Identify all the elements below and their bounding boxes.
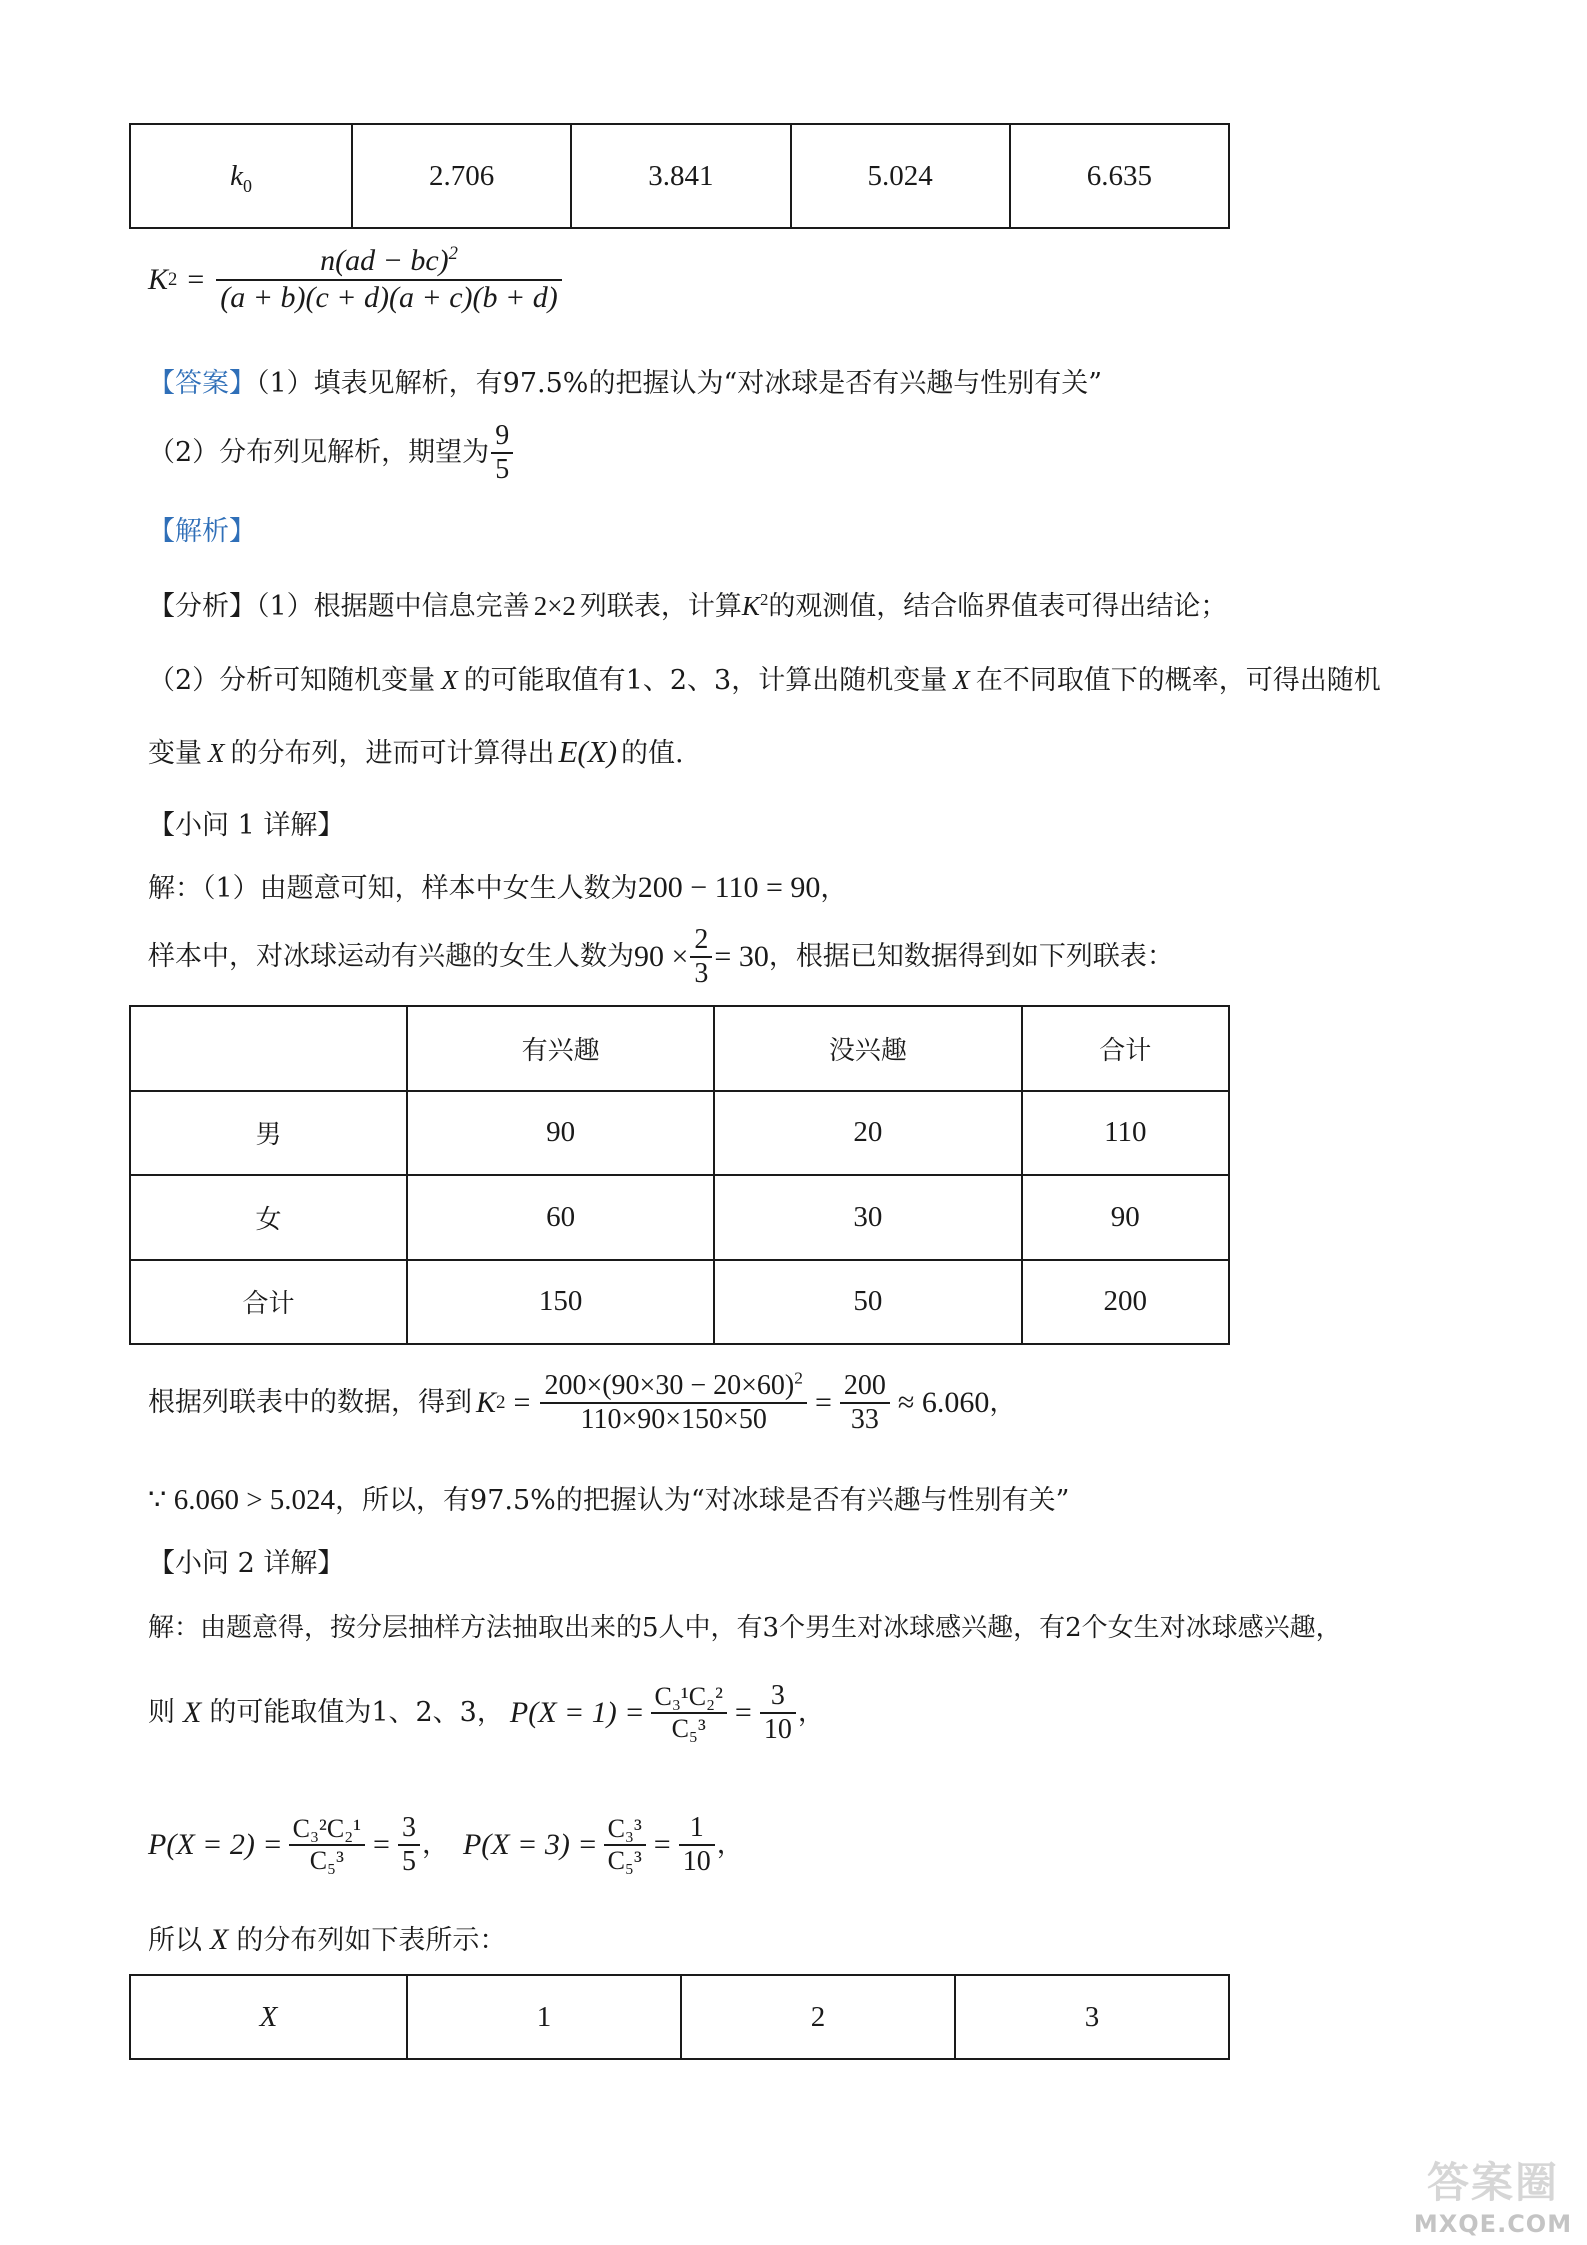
answer-line-1: [148, 364, 1102, 404]
probability-lhs: P(X = 3) =: [462, 1828, 598, 1862]
fraction-numerator: 200: [840, 1370, 890, 1404]
q1-text: 根据列联表中的数据，得到: [148, 1387, 472, 1419]
x-variable: X: [259, 2000, 278, 2033]
analysis-tag: 【解析】: [148, 516, 256, 547]
table-cell: 90: [407, 1091, 714, 1176]
q2-line-1: 解：由题意得，按分层抽样方法抽取出来的5人中，有3个男生对冰球感兴趣，有2个女生对冰球感兴趣，: [148, 1613, 1342, 1643]
expectation-fraction: [491, 420, 513, 486]
probability-result: [679, 1812, 715, 1878]
table-row-label: 合计: [130, 1260, 407, 1345]
k2-calc-fraction: [540, 1370, 807, 1436]
table-cell: 110: [1022, 1091, 1229, 1176]
k2-formula: K 2 = $\frac{n(ad - bc)^2}{(a + b)(c + d)(a + c)(b + d)}$: [148, 244, 564, 315]
table-cell: 20: [714, 1091, 1021, 1176]
q2-text: ，: [476, 1697, 504, 1729]
fenxi-text: 列联表，计算: [579, 591, 742, 622]
fraction-numerator: 2: [690, 924, 712, 958]
fraction-denominator: 10: [682, 1846, 711, 1878]
fenxi-math: 2×2: [533, 591, 576, 621]
q2-line-3: [148, 1812, 744, 1878]
fenxi-math: X: [208, 738, 225, 768]
fenxi-math: X: [953, 665, 970, 695]
table-cell: 6.635: [1010, 124, 1229, 228]
table-header-cell: 有兴趣: [407, 1006, 714, 1091]
q2-math: 1、2、3: [371, 1697, 477, 1729]
fraction-denominator: 33: [850, 1404, 879, 1436]
q1-text: 解：（1）由题意可知，样本中女生人数为: [148, 873, 638, 904]
k2-calc-line: 根据列联表中的数据，得到 K 2 = $\frac{200\times(90\times 30 - 20\times 60)^2}{110\times 90\times 150\times 50}$ = $\frac{200}{33}$ ≈ 6.060 ，: [148, 1368, 1017, 1436]
probability-fraction: [289, 1814, 365, 1876]
q2-text: 的分布列如下表所示：: [236, 1925, 507, 1956]
fraction-numerator: C₃¹C₂²: [651, 1682, 727, 1714]
fenxi-line-2: [148, 660, 1381, 701]
fraction-numerator: 200×(90×30 − 20×60): [544, 1370, 795, 1401]
formula-fraction: [216, 244, 562, 315]
q1-text: ，: [820, 873, 848, 904]
probability-fraction: [604, 1814, 646, 1876]
table-header-cell: 没兴趣: [714, 1006, 1021, 1091]
fraction-denominator: C₅³: [607, 1846, 642, 1876]
contingency-table: [129, 1005, 1230, 1345]
fraction-denominator: C₅³: [309, 1846, 344, 1876]
q1-text: 样本中，对冰球运动有兴趣的女生人数为: [148, 941, 634, 973]
table-cell: 50: [714, 1260, 1021, 1345]
table-cell: 5.024: [791, 124, 1010, 228]
watermark-url: MXQE.COM: [1413, 2210, 1573, 2238]
q2-title: 【小问 2 详解】: [148, 1548, 345, 1579]
equals-sign: =: [734, 1696, 752, 1730]
probability-lhs: P(X = 2) =: [148, 1828, 283, 1862]
k2-approx-value: ≈ 6.060: [897, 1386, 990, 1420]
table-row: [130, 1175, 1229, 1260]
table-cell: 1: [407, 1975, 681, 2059]
probability-result: [398, 1812, 420, 1878]
fraction-numerator: 3: [760, 1680, 796, 1714]
fraction-denominator: 10: [763, 1714, 792, 1746]
q1-text: ，: [989, 1387, 1017, 1419]
q2-math: X: [183, 1696, 202, 1730]
fenxi-tag: 【分析】: [148, 591, 256, 622]
equals-sign: =: [653, 1828, 671, 1862]
fraction-numerator: 3: [398, 1812, 420, 1846]
fenxi-math: K: [741, 591, 760, 621]
answer-text-1: （1）填表见解析，有97.5%的把握认为“对冰球是否有兴趣与性别有关”: [256, 368, 1103, 399]
fenxi-text: 的分布列，进而可计算得出: [230, 738, 555, 769]
k2-result-fraction: [840, 1370, 890, 1436]
q1-title: 【小问 1 详解】: [148, 810, 345, 841]
fenxi-math: X: [441, 665, 458, 695]
table-cell: 150: [407, 1260, 714, 1345]
fenxi-line-3: [148, 732, 684, 774]
q1-conclusion: [148, 1480, 1069, 1521]
q1-math: = 30: [714, 940, 769, 974]
table-cell: 90: [1022, 1175, 1229, 1260]
numerator-exponent: 2: [794, 1368, 803, 1388]
equals-sign: =: [814, 1386, 832, 1420]
fraction-denominator: 5: [401, 1846, 416, 1878]
q1-math: 200 − 110 = 90: [637, 871, 821, 904]
q1-text: ，根据已知数据得到如下列联表：: [768, 941, 1174, 973]
watermark-logo: [1408, 2150, 1578, 2238]
expectation-numerator: 9: [491, 420, 513, 454]
table-cell: 30: [714, 1175, 1021, 1260]
equals-sign: =: [513, 1386, 531, 1420]
table-row-label: 女: [130, 1175, 407, 1260]
q2-text: ，: [716, 1829, 744, 1861]
formula-denominator: (a + b)(c + d)(a + c)(b + d): [220, 280, 558, 314]
table-cell: 2.706: [352, 124, 571, 228]
q2-text: 的可能取值为: [209, 1697, 372, 1729]
table-row: [130, 1975, 1229, 2059]
q2-text: ，: [797, 1697, 825, 1729]
probability-lhs: P(X = 1) =: [509, 1696, 645, 1730]
table-header-cell: [130, 124, 352, 228]
watermark-text: 答案圈: [1426, 2158, 1559, 2207]
q1-math: 90 ×: [634, 940, 689, 974]
fraction-numerator: 1: [679, 1812, 715, 1846]
answer-line-2: [148, 420, 515, 486]
table-cell: 200: [1022, 1260, 1229, 1345]
fenxi-text: （1）根据题中信息完善: [256, 591, 530, 622]
fenxi-line-1: [148, 586, 1227, 627]
fenxi-text: 在不同取值下的概率，可得出随机: [975, 665, 1381, 696]
table-header-cell: [130, 1975, 407, 2059]
fenxi-text: 的可能取值有: [463, 665, 626, 696]
q2-line-2: [148, 1680, 825, 1746]
fenxi-math: E(X): [558, 734, 618, 769]
q1-line-2: [148, 924, 1174, 990]
fenxi-exponent: 2: [759, 590, 769, 609]
k-symbol: k: [230, 159, 243, 192]
k2-symbol: K: [476, 1386, 497, 1420]
fenxi-text: ，计算出随机变量: [731, 665, 948, 696]
table-cell: 2: [681, 1975, 955, 2059]
distribution-table: [129, 1974, 1230, 2060]
table-cell: 3: [955, 1975, 1229, 2059]
fraction-denominator: 3: [694, 958, 709, 990]
q2-math: X: [210, 1923, 229, 1956]
answer-tag: 【答案】: [148, 368, 256, 399]
fraction-denominator: C₅³: [671, 1714, 706, 1744]
equals-sign: =: [187, 262, 205, 296]
fraction-numerator: C₃³: [604, 1814, 646, 1846]
table-row: [130, 1006, 1229, 1091]
table-header-cell: 合计: [1022, 1006, 1229, 1091]
q1-fraction: [690, 924, 712, 990]
q1-math: ∵ 6.060 > 5.024: [148, 1484, 336, 1516]
fenxi-text: 的值.: [621, 738, 684, 769]
answer-text-2: （2）分布列见解析，期望为: [148, 437, 490, 469]
q1-line-1: [148, 868, 847, 909]
q2-text: 则: [148, 1697, 175, 1729]
numerator-exponent: 2: [448, 243, 458, 264]
fenxi-text: 变量: [148, 738, 202, 769]
critical-value-table: [129, 123, 1230, 229]
table-cell: 3.841: [571, 124, 790, 228]
q1-text: ，所以，有97.5%的把握认为“对冰球是否有兴趣与性别有关”: [335, 1485, 1070, 1516]
probability-result: [760, 1680, 796, 1746]
fenxi-text: （2）分析可知随机变量: [148, 665, 436, 696]
expectation-denominator: 5: [495, 454, 510, 486]
q2-text: 所以: [148, 1925, 202, 1956]
k-subscript: 0: [242, 175, 252, 196]
table-row: [130, 1091, 1229, 1176]
fraction-denominator: 110×90×150×50: [580, 1404, 767, 1436]
fenxi-text: 的观测值，结合临界值表可得出结论；: [768, 591, 1228, 622]
table-row: [130, 1260, 1229, 1345]
fraction-numerator: C₃²C₂¹: [289, 1814, 365, 1846]
k2-symbol: K: [148, 262, 169, 296]
formula-numerator: n(ad − bc): [320, 244, 449, 277]
table-cell: 60: [407, 1175, 714, 1260]
table-header-cell: [130, 1006, 407, 1091]
q2-text: ，: [421, 1829, 449, 1861]
equals-sign: =: [373, 1828, 390, 1862]
q2-dist-line: [148, 1920, 506, 1961]
fenxi-math: 1、2、3: [625, 665, 732, 696]
probability-fraction: [651, 1682, 727, 1744]
table-row-label: 男: [130, 1091, 407, 1176]
table-row: [130, 124, 1229, 228]
